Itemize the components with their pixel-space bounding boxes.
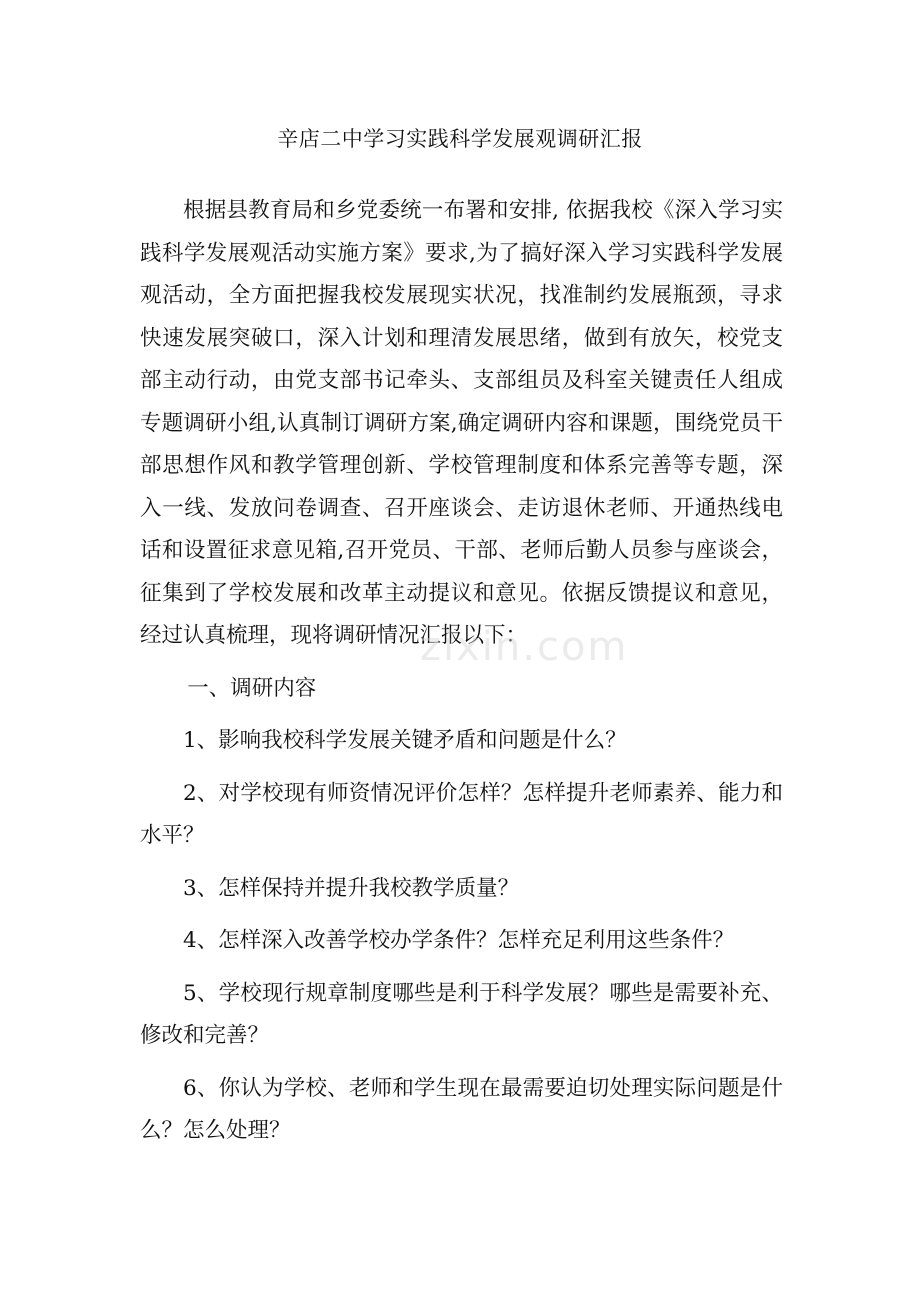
section-heading: 一、调研内容 <box>187 675 317 701</box>
document-body <box>140 190 783 1163</box>
list-item: 3、怎样保持并提升我校教学质量？ <box>183 875 520 901</box>
watermark: zixin.com <box>420 624 629 670</box>
list-item: 6、你认为学校、老师和学生现在最需要迫切处理实际问题是什么？怎么处理？ <box>140 1075 783 1143</box>
list-item: 2、对学校现有师资情况评价怎样？怎样提升老师素养、能力和水平？ <box>140 780 783 848</box>
list-item: 1、影响我校科学发展关键矛盾和问题是什么？ <box>183 728 627 753</box>
list-item: 4、怎样深入改善学校办学条件？怎样充足利用这些条件？ <box>183 928 735 953</box>
intro-paragraph: 根据县教育局和乡党委统一布署和安排, 依据我校《深入学习实践科学发展观活动实施方案》要求,为了搞好深入学习实践科学发展观活动，全方面把握我校发展现实状况，找准制约发展瓶颈，寻求快速发展突破口，深入计划和理清发展思绪，做到有放矢，校党支部主动行动，由党支部书记牵头、支部组员及科室关键责任人组成专题调研小组,认真制订调研方案,确定调研内容和课题，围绕党员干部思想作风和教学管理创新、学校管理制度和体系完善等专题，深入一线、发放问卷调查、召开座谈会、走访退休老师、开通热线电话和设置征求意见箱,召开党员、干部、老师后勤人员参与座谈会，征集到了学校发展和改革主动提议和意见。依据反馈提议和意见，经过认真梳理，现将调研情况汇报以下： <box>140 198 783 648</box>
document-title: 辛店二中学习实践科学发展观调研汇报 <box>277 127 643 151</box>
list-item: 5、学校现行规章制度哪些是利于科学发展？哪些是需要补充、修改和完善？ <box>140 980 783 1048</box>
